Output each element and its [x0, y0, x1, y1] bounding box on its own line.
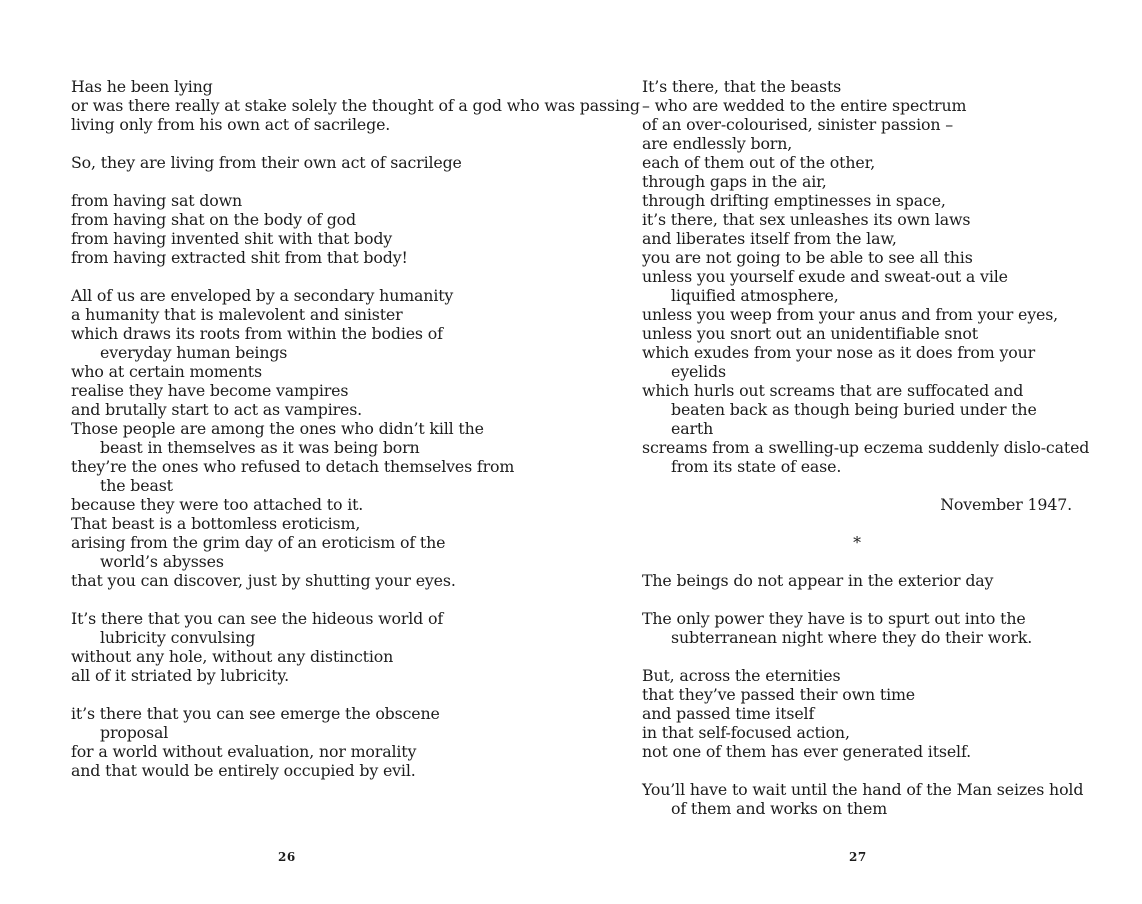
right-page-text — [642, 77, 1090, 837]
poem-line: unless you weep from your anus and from your eyes, — [642, 305, 1059, 324]
poem-line: realise they have become vampires — [71, 381, 349, 400]
poem-line: which draws its roots from within the bodies of everyday human beings — [71, 324, 443, 362]
poem-line: The only power they have is to spurt out into the subterranean night where they do their work. — [642, 609, 1033, 647]
poem-line: for a world without evaluation, nor morality — [71, 742, 417, 761]
poem-line: from having shat on the body of god — [71, 210, 356, 229]
poem-line: it’s there that you can see emerge the obscene proposal — [71, 704, 440, 742]
stanza — [71, 704, 541, 780]
poem-line: and that would be entirely occupied by evil. — [71, 761, 416, 780]
page-number: 27 — [849, 850, 867, 864]
poem-line: through drifting emptinesses in space, — [642, 191, 946, 210]
stanza — [71, 609, 541, 685]
poem-line: it’s there, that sex unleashes its own laws — [642, 210, 971, 229]
poem-line: that you can discover, just by shutting your eyes. — [71, 571, 456, 590]
left-page-text — [71, 77, 640, 799]
stanza — [642, 780, 1084, 818]
poem-line: not one of them has ever generated itself. — [642, 742, 971, 761]
poem-line: and liberates itself from the law, — [642, 229, 897, 248]
right-page — [571, 0, 1142, 904]
poem-line: which exudes from your nose as it does from your eyelids — [642, 343, 1035, 381]
poem-line: unless you yourself exude and sweat-out a vile liquified atmosphere, — [642, 267, 1008, 305]
poem-date: November 1947. — [940, 495, 1072, 514]
poem-line: who at certain moments — [71, 362, 262, 381]
poem-line: all of it striated by lubricity. — [71, 666, 289, 685]
poem-line: It’s there that you can see the hideous world of lubricity convulsing — [71, 609, 444, 647]
poem-line: – who are wedded to the entire spectrum — [642, 96, 967, 115]
stanza — [71, 191, 541, 267]
poem-line: screams from a swelling-up eczema suddenly dislo-cated from its state of ease. — [642, 438, 1090, 476]
poem-line: unless you snort out an unidentifiable snot — [642, 324, 978, 343]
poem-line: and brutally start to act as vampires. — [71, 400, 363, 419]
poem-line: That beast is a bottomless eroticism, — [71, 514, 361, 533]
poem-line: of an over-colourised, sinister passion – — [642, 115, 953, 134]
poem-line: Has he been lying — [71, 77, 213, 96]
poem-line: which hurls out screams that are suffocated and beaten back as though being buried under the earth — [642, 381, 1037, 438]
poem-line: You’ll have to wait until the hand of the Man seizes hold of them and works on them — [642, 780, 1084, 818]
poem-line: All of us are enveloped by a secondary humanity — [71, 286, 454, 305]
poem-line: So, they are living from their own act of sacrilege — [71, 153, 462, 172]
poem-line: are endlessly born, — [642, 134, 793, 153]
page-number: 26 — [278, 850, 296, 864]
poem-line: without any hole, without any distinction — [71, 647, 394, 666]
poem-line: from having invented shit with that body — [71, 229, 393, 248]
poem-line: It’s there, that the beasts — [642, 77, 842, 96]
stanza — [642, 77, 1090, 476]
poem-line: or was there really at stake solely the thought of a god who was passing — [71, 96, 640, 115]
stanza — [71, 286, 541, 590]
stanza — [71, 77, 640, 134]
stanza — [642, 609, 1072, 647]
stanza — [642, 666, 1072, 761]
poem-line: a humanity that is malevolent and sinister — [71, 305, 403, 324]
poem-line: from having sat down — [71, 191, 242, 210]
poem-line: through gaps in the air, — [642, 172, 827, 191]
poem-line: you are not going to be able to see all this — [642, 248, 973, 267]
poem-line: The beings do not appear in the exterior day — [642, 571, 994, 590]
poem-line: But, across the eternities — [642, 666, 841, 685]
poem-line: Those people are among the ones who didn’t kill the beast in themselves as it was being born — [71, 419, 484, 457]
stanza — [642, 571, 1072, 590]
poem-line: from having extracted shit from that body! — [71, 248, 408, 267]
poem-line: because they were too attached to it. — [71, 495, 364, 514]
poem-line: arising from the grim day of an eroticism of the world’s abysses — [71, 533, 446, 571]
poem-line: living only from his own act of sacrilege. — [71, 115, 391, 134]
section-separator: * — [853, 533, 861, 552]
poem-line: that they’ve passed their own time — [642, 685, 915, 704]
poem-line: each of them out of the other, — [642, 153, 876, 172]
poem-line: and passed time itself — [642, 704, 815, 723]
poem-line: they’re the ones who refused to detach themselves from the beast — [71, 457, 515, 495]
poem-line: in that self-focused action, — [642, 723, 850, 742]
stanza — [71, 153, 541, 172]
